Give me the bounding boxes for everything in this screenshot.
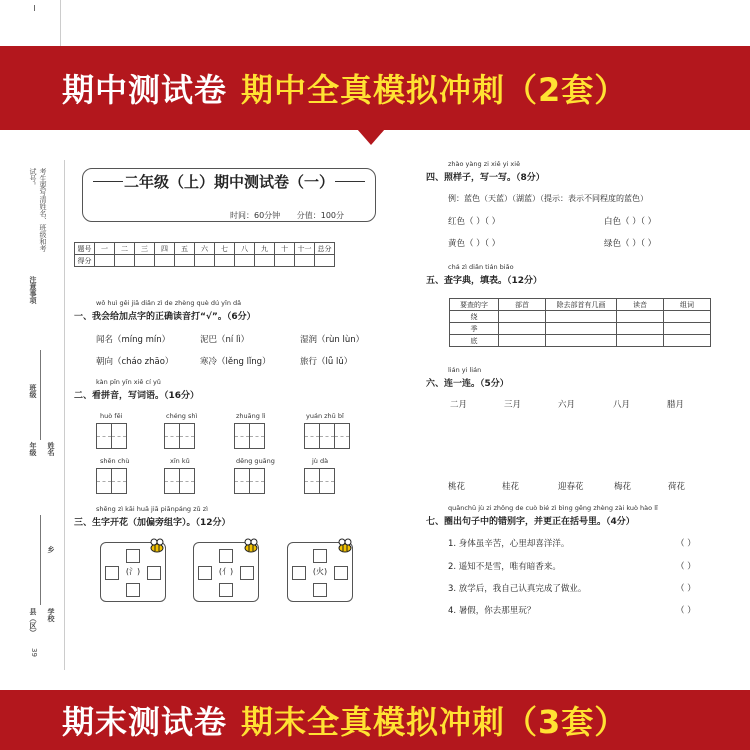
sidebar-attention-label: 注意事项 xyxy=(29,276,37,304)
score-header-cell: 二 xyxy=(115,243,135,255)
answer-cell[interactable] xyxy=(664,311,711,323)
answer-cell[interactable] xyxy=(617,335,664,347)
flower-radical: (氵) xyxy=(125,567,141,576)
q7-sentence[interactable]: 1. 身体虽辛苦，心里却喜洋洋。 xyxy=(448,539,570,549)
q2-word-pinyin: shēn chù xyxy=(100,457,130,465)
sidebar-grade-label: 年级 xyxy=(29,442,37,456)
flower-blank-left[interactable] xyxy=(292,566,306,580)
q7-sentence[interactable]: 4. 暑假，你去那里玩？ xyxy=(448,606,536,616)
q2-writing-grid[interactable] xyxy=(164,468,194,494)
top-page-strip xyxy=(0,0,66,46)
score-row-label: 得分 xyxy=(75,255,95,267)
top-banner xyxy=(0,46,750,130)
answer-cell[interactable] xyxy=(499,311,546,323)
bottom-banner xyxy=(0,690,750,750)
q2-writing-grid[interactable] xyxy=(234,468,264,494)
score-header-cell: 十 xyxy=(275,243,295,255)
flower-blank-bottom[interactable] xyxy=(126,583,140,597)
q3-title: 三、生字开花（加偏旁组字）。（12分） xyxy=(74,518,231,528)
q6-title: 六、连一连。（5分） xyxy=(426,379,509,389)
q6-pinyin: lián yi lián xyxy=(448,366,482,374)
q7-answer-bracket[interactable]: （ ） xyxy=(676,539,696,549)
score-table xyxy=(74,242,335,267)
q1-item[interactable]: 旅行（lǚ lǔ） xyxy=(300,357,353,367)
q1-item[interactable]: 闻名（míng mín） xyxy=(96,335,171,345)
q6-flower-name[interactable]: 桂花 xyxy=(502,482,520,492)
score-cell[interactable] xyxy=(155,255,175,267)
exam-meta xyxy=(230,210,344,221)
score-cell[interactable] xyxy=(175,255,195,267)
q7-answer-bracket[interactable]: （ ） xyxy=(676,584,696,594)
dictionary-char: 绕 xyxy=(450,311,499,323)
q6-flower-name[interactable]: 迎春花 xyxy=(558,482,584,492)
score-header-cell: 八 xyxy=(235,243,255,255)
q2-word-pinyin: zhuāng lì xyxy=(236,412,266,420)
q1-title: 一、我会给加点字的正确读音打“√”。（6分） xyxy=(74,312,256,322)
exam-score: 分值：100分 xyxy=(296,211,345,220)
dictionary-header-cell: 读音 xyxy=(617,299,664,311)
flower-blank-bottom[interactable] xyxy=(313,583,327,597)
score-cell[interactable] xyxy=(195,255,215,267)
score-header-cell: 五 xyxy=(175,243,195,255)
bottom-banner-white-text: 期末测试卷 xyxy=(62,703,228,741)
score-cell[interactable] xyxy=(95,255,115,267)
dictionary-header-cell: 部首 xyxy=(499,299,546,311)
q2-word-pinyin: huò fēi xyxy=(100,412,123,420)
answer-cell[interactable] xyxy=(617,323,664,335)
score-table-header-row xyxy=(75,243,335,255)
answer-cell[interactable] xyxy=(546,311,617,323)
score-header-cell: 一 xyxy=(95,243,115,255)
top-strip-text: Ⅰ xyxy=(30,4,39,13)
q4-item[interactable]: 红色（ ）（ ） xyxy=(448,217,501,227)
q7-answer-bracket[interactable]: （ ） xyxy=(676,562,696,572)
q4-pinyin: zhào yàng zi xiě yi xiě xyxy=(448,160,521,168)
q6-flower-name[interactable]: 桃花 xyxy=(448,482,466,492)
q2-word-pinyin: dēng guāng xyxy=(236,457,275,465)
score-table-score-row xyxy=(75,255,335,267)
sidebar-page-number: 39 xyxy=(30,648,38,657)
q2-word-pinyin: yuán zhū bǐ xyxy=(306,412,344,420)
q6-month[interactable]: 六月 xyxy=(558,400,576,410)
sidebar-county-label: 县（区） xyxy=(29,608,37,636)
sidebar-line xyxy=(40,515,41,605)
q4-item[interactable]: 绿色（ ）（ ） xyxy=(604,239,657,249)
answer-cell[interactable] xyxy=(546,323,617,335)
dictionary-table-header xyxy=(450,299,711,311)
flower-blank-bottom[interactable] xyxy=(219,583,233,597)
q6-month[interactable]: 二月 xyxy=(450,400,468,410)
q7-sentence[interactable]: 3. 放学后，我自己认真完成了做业。 xyxy=(448,584,587,594)
bee-icon xyxy=(148,538,166,554)
q7-sentence[interactable]: 2. 遥知不是雪，唯有暗香来。 xyxy=(448,562,561,572)
table-row xyxy=(450,311,711,323)
q4-example: 例：蓝色（天蓝）（湖蓝）（提示：表示不同程度的蓝色） xyxy=(448,194,648,203)
exam-time: 时间：60分钟 xyxy=(230,211,281,220)
top-banner-white-text: 期中测试卷 xyxy=(62,71,228,109)
top-strip-edge xyxy=(60,0,61,46)
q1-item[interactable]: 朝向（cháo zhāo） xyxy=(96,357,174,367)
dictionary-header-cell: 组词 xyxy=(664,299,711,311)
q7-pinyin: quānchū jù zi zhōng de cuò bié zì bìng gēng zhèng zài kuò hào lǐ xyxy=(448,504,658,512)
score-cell[interactable] xyxy=(235,255,255,267)
dictionary-char: 底 xyxy=(450,335,499,347)
answer-cell[interactable] xyxy=(499,335,546,347)
score-cell[interactable] xyxy=(215,255,235,267)
score-cell[interactable] xyxy=(115,255,135,267)
score-header-cell: 总分 xyxy=(315,243,335,255)
q7-title: 七、圈出句子中的错别字，并更正在括号里。（4分） xyxy=(426,517,635,527)
score-header-cell: 七 xyxy=(215,243,235,255)
answer-cell[interactable] xyxy=(499,323,546,335)
q6-flower-name[interactable]: 荷花 xyxy=(668,482,686,492)
q2-title: 二、看拼音，写词语。（16分） xyxy=(74,391,200,401)
flower-blank-top[interactable] xyxy=(219,549,233,563)
q2-word-pinyin: chéng shì xyxy=(166,412,198,420)
score-cell[interactable] xyxy=(255,255,275,267)
q2-writing-grid[interactable] xyxy=(304,468,334,494)
q2-pinyin: kàn pīn yīn xiě cí yǔ xyxy=(96,378,161,386)
flower-radical: (亻) xyxy=(218,567,234,576)
top-banner-yellow-text: 期中全真模拟冲刺（2套） xyxy=(241,71,628,109)
bottom-banner-yellow-text: 期末全真模拟冲刺（3套） xyxy=(241,703,628,741)
q5-title: 五、查字典，填表。（12分） xyxy=(426,276,543,286)
q5-pinyin: chá zì diǎn tián biǎo xyxy=(448,263,514,271)
dictionary-table xyxy=(449,298,711,347)
flower-blank-right[interactable] xyxy=(240,566,254,580)
banner-pointer xyxy=(357,129,385,145)
q1-item[interactable]: 湿润（rùn lùn） xyxy=(300,335,365,345)
q4-item[interactable]: 白色（ ）（ ） xyxy=(604,217,657,227)
q2-writing-grid[interactable] xyxy=(304,423,349,449)
flower-blank-right[interactable] xyxy=(147,566,161,580)
q4-item[interactable]: 黄色（ ）（ ） xyxy=(448,239,501,249)
sidebar-township-label: 乡 xyxy=(47,546,55,553)
sidebar-class-label: 班级 xyxy=(29,384,37,398)
answer-cell[interactable] xyxy=(664,323,711,335)
dictionary-header-cell: 要查的字 xyxy=(450,299,499,311)
q2-writing-grid[interactable] xyxy=(234,423,264,449)
q2-writing-grid[interactable] xyxy=(96,468,126,494)
flower-radical: (火) xyxy=(312,567,328,576)
score-cell[interactable] xyxy=(295,255,315,267)
q3-pinyin: shēng zì kāi huā jiā piānpáng zǔ zì xyxy=(96,505,208,513)
sidebar-notes: 考生要写清姓名、班级和考试号。 xyxy=(29,168,47,252)
q6-month[interactable]: 腊月 xyxy=(667,400,685,410)
dictionary-char: 季 xyxy=(450,323,499,335)
score-header-cell: 三 xyxy=(135,243,155,255)
answer-cell[interactable] xyxy=(546,335,617,347)
flower-blank-right[interactable] xyxy=(334,566,348,580)
answer-cell[interactable] xyxy=(617,311,664,323)
q2-writing-grid[interactable] xyxy=(164,423,194,449)
score-header-cell: 四 xyxy=(155,243,175,255)
q1-item[interactable]: 泥巴（ní lì） xyxy=(200,335,250,345)
table-row xyxy=(450,335,711,347)
q6-month[interactable]: 八月 xyxy=(613,400,631,410)
flower-blank-left[interactable] xyxy=(105,566,119,580)
sidebar-name-label: 姓名 xyxy=(47,442,55,456)
sidebar-line xyxy=(40,350,41,440)
flower-blank-top[interactable] xyxy=(126,549,140,563)
paper-fold-line xyxy=(64,160,65,670)
q2-word-pinyin: xīn kǔ xyxy=(170,457,190,465)
q7-answer-bracket[interactable]: （ ） xyxy=(676,606,696,616)
q6-flower-name[interactable]: 梅花 xyxy=(614,482,632,492)
q2-writing-grid[interactable] xyxy=(96,423,126,449)
sidebar-school-label: 学校 xyxy=(47,608,55,622)
bee-icon xyxy=(336,538,354,554)
exam-title: 二年级（上）期中测试卷（一） xyxy=(123,173,334,191)
score-cell[interactable] xyxy=(275,255,295,267)
score-header-cell: 十一 xyxy=(295,243,315,255)
flower-blank-top[interactable] xyxy=(313,549,327,563)
score-cell[interactable] xyxy=(315,255,335,267)
score-cell[interactable] xyxy=(135,255,155,267)
flower-blank-left[interactable] xyxy=(198,566,212,580)
q4-title: 四、照样子，写一写。（8分） xyxy=(426,173,545,183)
q2-word-pinyin: jù dà xyxy=(312,457,329,465)
q6-month[interactable]: 三月 xyxy=(504,400,522,410)
dictionary-header-cell: 除去部首有几画 xyxy=(546,299,617,311)
q1-pinyin: wǒ huì gěi jiā diǎn zì de zhèng què dú yīn dǎ xyxy=(96,299,242,307)
score-header-cell: 九 xyxy=(255,243,275,255)
answer-cell[interactable] xyxy=(664,335,711,347)
bee-icon xyxy=(242,538,260,554)
q1-item[interactable]: 寒冷（lěng lǐng） xyxy=(200,357,271,367)
table-row xyxy=(450,323,711,335)
score-header-cell: 题号 xyxy=(75,243,95,255)
score-header-cell: 六 xyxy=(195,243,215,255)
